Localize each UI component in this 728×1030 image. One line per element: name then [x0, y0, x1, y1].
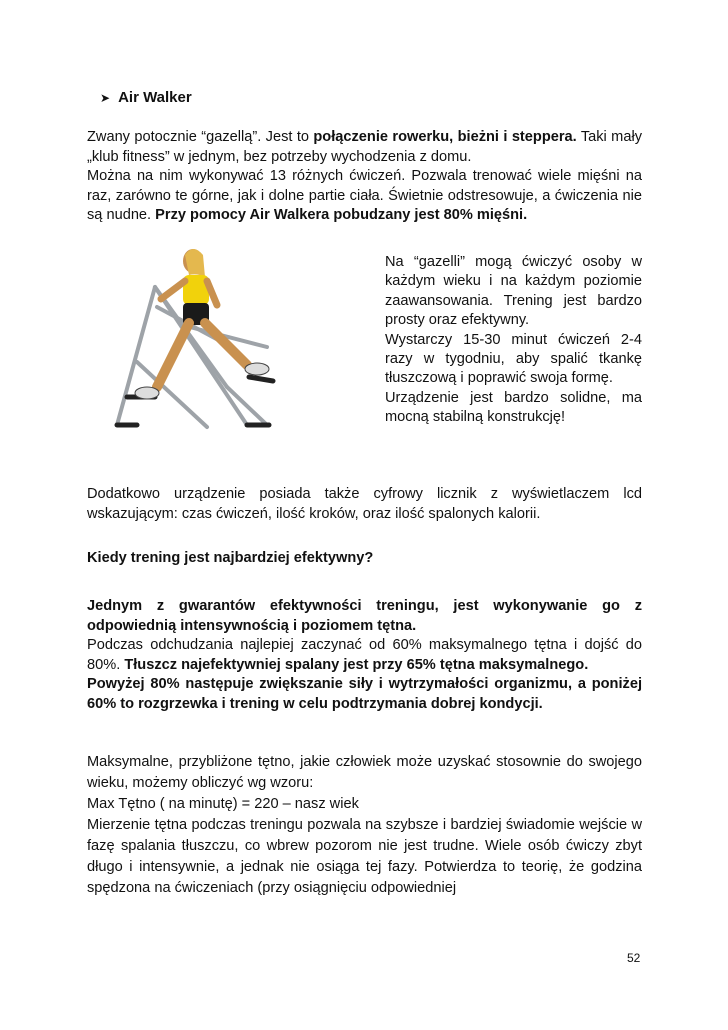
- side-text-3: Urządzenie jest bardzo solidne, ma mocną stabilną konstrukcję!: [385, 389, 642, 426]
- heart-rate-formula: Max Tętno ( na minutę) = 220 – nasz wiek: [87, 796, 359, 812]
- section-heading: [100, 89, 192, 106]
- heart-rate-text-2: Mierzenie tętna podczas treningu pozwala na szybsze i bardziej świadomie wejście w fazę spalania tłuszczu, co wbrew pozorom nie jest trudne. Wiele osób ćwiczy zbyt długo i intensywnie, a jednak nie osiąga tej fazy. Potwierdza to teorię, że godzina spędzona na ćwiczeniach (przy osiągnięciu odpowiedniej: [87, 817, 642, 896]
- air-walker-illustration: [97, 247, 279, 433]
- side-paragraph: [385, 253, 642, 428]
- question-heading: Kiedy trening jest najbardziej efektywny?: [87, 550, 374, 566]
- intensity-paragraph: [87, 597, 642, 715]
- side-text-1: Na “gazelli” mogą ćwiczyć osoby w każdym wieku i na każdym poziomie zaawansowania. Trening jest bardzo prosty oraz efektywny.: [385, 254, 642, 329]
- intensity-bold-1: Jednym z gwarantów efektywności treningu, jest wykonywanie go z odpowiednią intensywnością i poziomem tętna.: [87, 598, 642, 634]
- heart-rate-paragraph: [87, 752, 642, 899]
- intensity-text-1: Podczas odchudzania najlepiej zaczynać od 60% maksymalnego tętna i dojść do 80%.: [87, 637, 642, 673]
- intro-text-2: Taki mały „klub fitness” w jednym, bez potrzeby wychodzenia z domu.: [87, 129, 642, 165]
- section-title: Air Walker: [118, 89, 192, 106]
- arrow-bullet-icon: ➤: [100, 90, 111, 105]
- intensity-bold-3: Powyżej 80% następuje zwiększanie siły i wytrzymałości organizmu, a poniżej 60% to rozgrzewka i trening w celu podtrzymania dobrej kondycji.: [87, 676, 642, 712]
- intro-text-3: Można na nim wykonywać 13 różnych ćwiczeń. Pozwala trenować wiele mięśni na raz, zarówno te górne, jak i dolne partie ciała. Świetnie odstresowuje, a ćwiczenia nie są nudne.: [87, 168, 642, 224]
- counter-paragraph: Dodatkowo urządzenie posiada także cyfrowy licznik z wyświetlaczem lcd wskazującym: czas ćwiczeń, ilość kroków, oraz ilość spalonych kalorii.: [87, 486, 642, 522]
- side-text-2: Wystarczy 15-30 minut ćwiczeń 2-4 razy w tygodniu, aby spalić tkankę tłuszczową i poprawić swoja formę.: [385, 331, 642, 387]
- heart-rate-text-1: Maksymalne, przybliżone tętno, jakie człowiek może uzyskać stosownie do swojego wieku, możemy obliczyć wg wzoru:: [87, 754, 642, 791]
- intro-text-1: Zwany potocznie “gazellą”. Jest to: [87, 129, 314, 145]
- intro-paragraph: [87, 128, 642, 226]
- intro-bold-2: Przy pomocy Air Walkera pobudzany jest 80% mięśni.: [155, 207, 528, 224]
- intensity-bold-2: Tłuszcz najefektywniej spalany jest przy 65% tętna maksymalnego.: [124, 656, 589, 673]
- intro-bold-1: połączenie rowerku, bieżni i steppera.: [313, 129, 577, 145]
- page-number: 52: [627, 951, 641, 965]
